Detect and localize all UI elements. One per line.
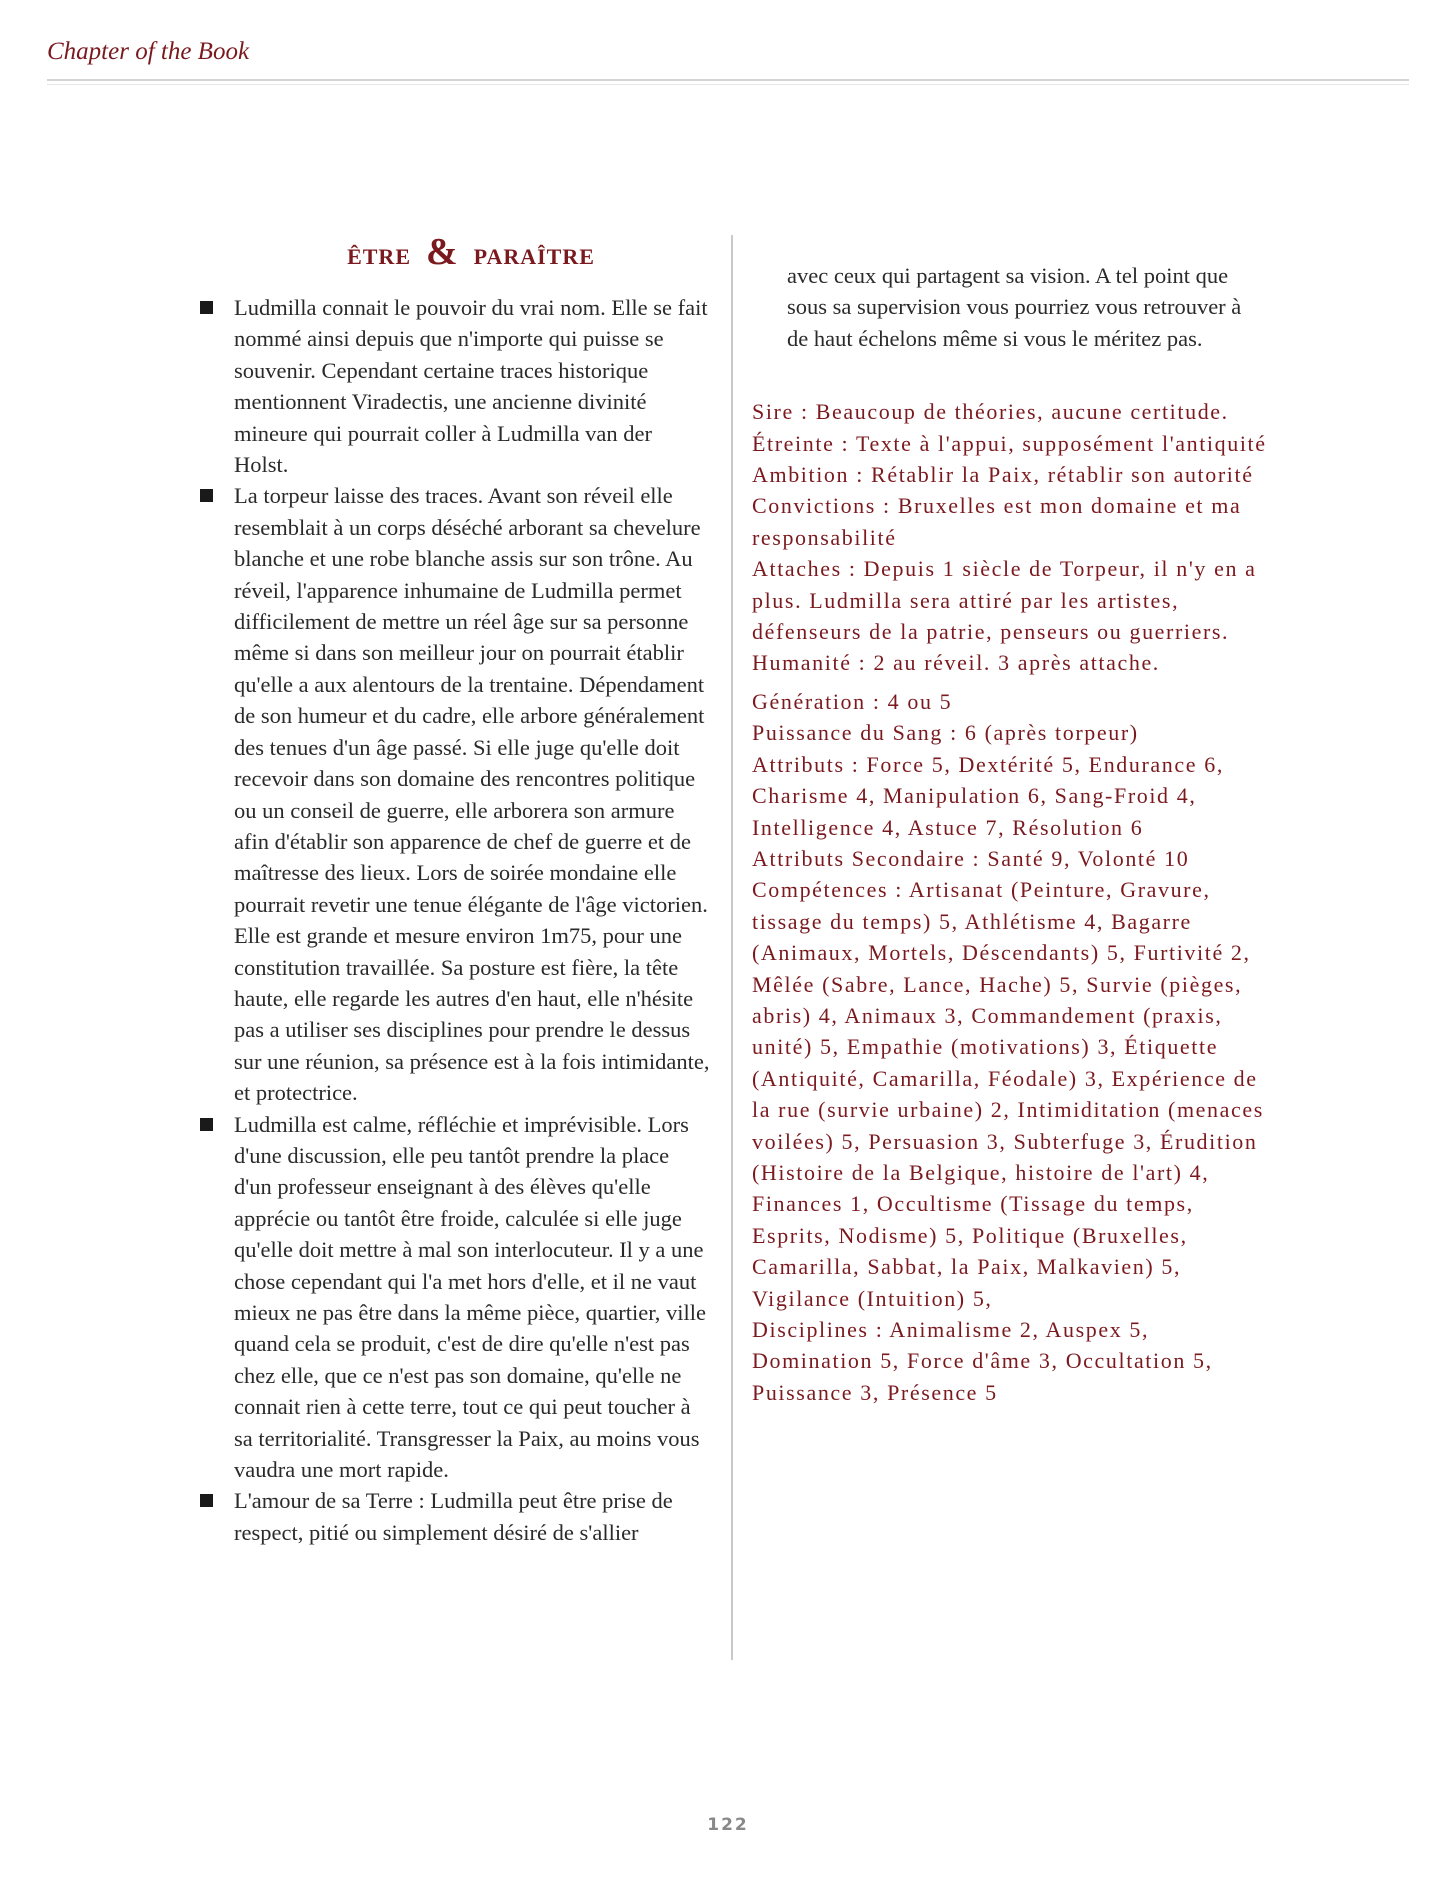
bullet-item [200,1109,710,1486]
bullet-item [200,1485,710,1548]
stat-disciplines: Disciplines : Animalisme 2, Auspex 5, Domination 5, Force d'âme 3, Occultation 5, Puissance 3, Présence 5 [752,1317,1213,1405]
bullet-text: Ludmilla connait le pouvoir du vrai nom. Elle se fait nommé ainsi depuis que n'importe qui puisse se souvenir. Cependant certaine traces historique mentionnent Viradectis, une ancienne divinité mineure qui pourrait coller à Ludmilla van der Holst. [234,295,708,478]
stat-convictions: Convictions : Bruxelles est mon domaine et ma responsabilité [752,493,1242,550]
bullet-list [200,292,710,1548]
stat-sire: Sire : Beaucoup de théories, aucune certitude. [752,399,1229,425]
page-number: 122 [707,1815,749,1835]
header-rule-secondary [47,84,1409,85]
left-column [200,230,710,1548]
stat-generation: Génération : 4 ou 5 [752,688,953,714]
column-divider [731,235,733,1660]
bullet-text: Ludmilla est calme, réfléchie et imprévisible. Lors d'une discussion, elle peu tantôt prendre la place d'un professeur enseignant à des élèves qu'elle apprécie ou tantôt être froide, calculée si elle juge qu'elle doit mettre à mal son interlocuteur. Il y a une chose cependant qui l'a met hors d'elle, et il ne vaut mieux ne pas être dans la même pièce, quartier, ville quand cela se produit, c'est de dire qu'elle n'est pas chez elle, que ce n'est pas son domaine, qu'elle ne connait rien à cette terre, tout ce qui peut toucher à sa territorialité. Transgresser la Paix, au moins vous vaudra une mort rapide. [234,1111,707,1483]
stat-attributs: Attributs : Force 5, Dextérité 5, Endurance 6, Charisme 4, Manipulation 6, Sang-Froid 4, Intelligence 4, Astuce 7, Résolution 6 [752,751,1224,840]
bullet-item [200,292,710,480]
stat-competences: Compétences : Artisanat (Peinture, Gravure, tissage du temps) 5, Athlétisme 4, Bagarre (Animaux, Mortels, Déscendants) 5, Furtivité 2, Mêlée (Sabre, Lance, Hache) 5, Survie (pièges, abris) 4, Animaux 3, Commandement (praxis, unité) 5, Empathie (motivations) 3, Étiquette (Antiquité, Camarilla, Féodale) 3, Expérience de la rue (survie urbaine) 2, Intimiditation (menaces voilées) 5, Persuasion 3, Subterfuge 3, Érudition (Histoire de la Belgique, histoire de l'art) 4, Finances 1, Occultisme (Tissage du temps, Esprits, Nodisme) 5, Politique (Bruxelles, Camarilla, Sabbat, la Paix, Malkavien) 5, Vigilance (Intuition) 5, [752,877,1264,1311]
header-rule [47,79,1409,81]
character-stats-block [752,396,1272,1408]
running-head-title: Chapter of the Book [47,38,250,65]
stat-attaches: Attaches : Depuis 1 siècle de Torpeur, il n'y en a plus. Ludmilla sera attiré par les artistes, défenseurs de la patrie, penseurs ou guerriers. [752,556,1257,645]
stat-humanite: Humanité : 2 au réveil. 3 après attache. [752,650,1160,676]
square-bullet-icon [200,1118,213,1131]
square-bullet-icon [200,1494,213,1507]
section-title [232,230,710,274]
section-title-ampersand: & [426,231,459,273]
stat-etreinte: Étreinte : Texte à l'appui, supposément l'antiquité [752,430,1267,456]
stat-ambition: Ambition : Rétablir la Paix, rétablir son autorité [752,462,1254,488]
right-column [752,260,1272,1408]
section-title-part2: paraître [473,235,595,271]
section-title-part1: être [347,235,411,271]
bullet-continuation-text: avec ceux qui partagent sa vision. A tel point que sous sa supervision vous pourriez vous retrouver à de haut échelons même si vous le méritez pas. [787,263,1242,351]
stat-puissance-du-sang: Puissance du Sang : 6 (après torpeur) [752,720,1139,746]
square-bullet-icon [200,489,213,502]
bullet-text: L'amour de sa Terre : Ludmilla peut être prise de respect, pitié ou simplement désiré de s'allier [234,1488,673,1545]
stat-attributs-secondaires: Attributs Secondaire : Santé 9, Volonté 10 [752,845,1190,871]
bullet-item [200,480,710,1108]
square-bullet-icon [200,301,213,314]
bullet-text: La torpeur laisse des traces. Avant son réveil elle resemblait à un corps déséché arborant sa chevelure blanche et une robe blanche assis sur son trône. Au réveil, l'apparence inhumaine de Ludmilla permet difficilement de mettre un réel âge sur sa personne même si dans son meilleur jour on pourrait établir qu'elle a aux alentours de la trentaine. Dépendament de son humeur et du cadre, elle arbore généralement des tenues d'un âge passé. Si elle juge qu'elle doit recevoir dans son domaine des rencontres politique ou un conseil de guerre, elle arborera son armure afin d'établir son apparence de chef de guerre et de maîtresse des lieux. Lors de soirée mondaine elle pourrait revetir une tenue élégante de l'âge victorien. Elle est grande et mesure environ 1m75, pour une constitution travaillée. Sa posture est fière, la tête haute, elle regarde les autres d'en haut, elle n'hésite pas a utiliser ses disciplines pour prendre le dessus sur une réunion, sa présence est à la fois intimidante, et protectrice. [234,483,710,1106]
